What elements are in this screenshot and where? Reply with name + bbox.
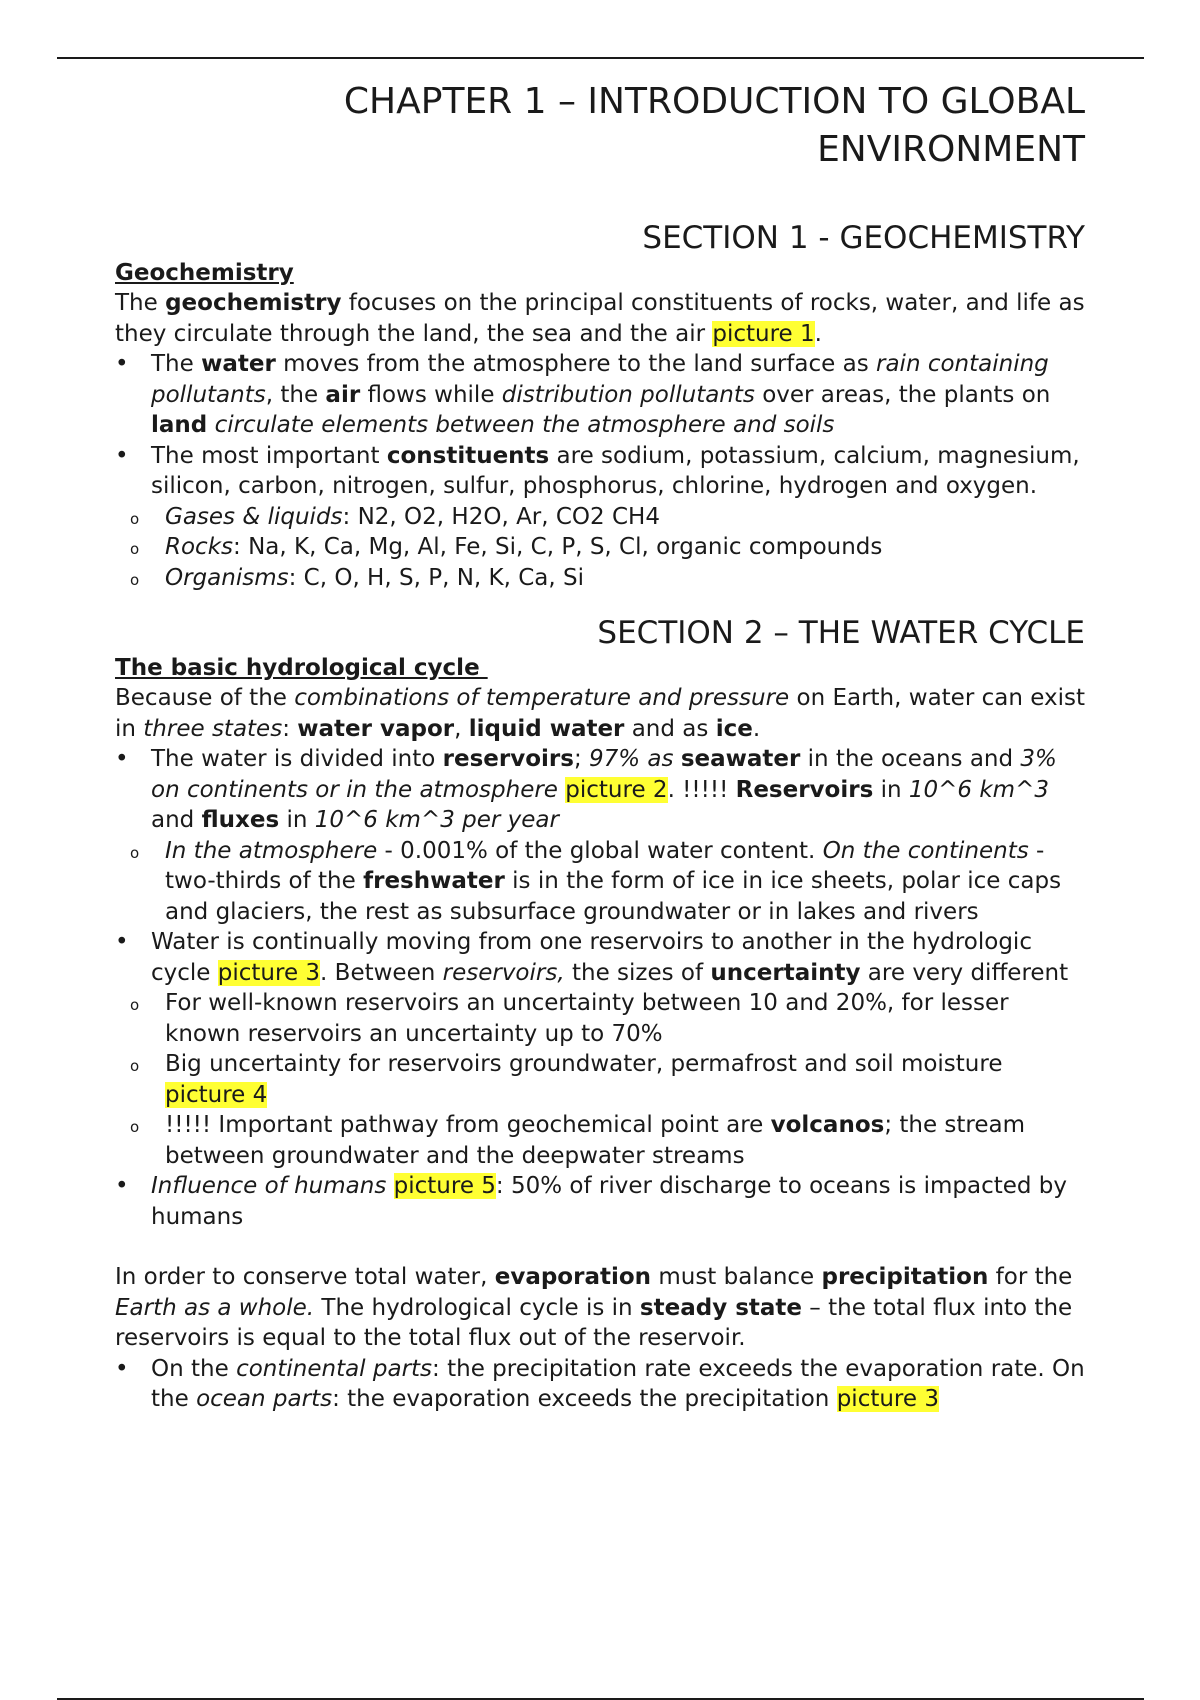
bullet-constituents: • The most important constituents are sodium, potassium, calcium, magnesium, silicon, carbon, nitrogen, sulfur, phosphorus, chlorine, hydrogen and oxygen.: [115, 441, 1085, 502]
section-1-title: SECTION 1 - GEOCHEMISTRY: [642, 220, 1085, 256]
paragraph-gap: [115, 1232, 1085, 1262]
bullet-continental-ocean-parts: • On the continental parts: the precipitation rate exceeds the evaporation rate. On the ocean parts: the evaporation exceeds the precipitation picture 3: [115, 1354, 1085, 1415]
geochemistry-subheading: Geochemistry: [115, 260, 294, 286]
bullet-influence-of-humans: • Influence of humans picture 5: 50% of river discharge to oceans is impacted by humans: [115, 1171, 1085, 1232]
sub-bullet-rocks: o Rocks: Na, K, Ca, Mg, Al, Fe, Si, C, P, S, Cl, organic compounds: [115, 532, 1085, 563]
hydrological-cycle-subheading: The basic hydrological cycle: [115, 655, 488, 681]
steady-state-paragraph: In order to conserve total water, evaporation must balance precipitation for the Earth as a whole. The hydrological cycle is in steady state – the total flux into the reservoirs is equal to the total flux out of the reservoir.: [115, 1264, 1073, 1351]
water-states-intro: Because of the combinations of temperature and pressure on Earth, water can exist in three states: water vapor, liquid water and as ice.: [115, 685, 1085, 742]
sub-bullet-volcanos: o !!!!! Important pathway from geochemical point are volcanos; the stream between groundwater and the deepwater streams: [115, 1110, 1085, 1171]
top-rule: [57, 57, 1144, 59]
picture-5-reference: picture 5: [393, 1173, 496, 1199]
chapter-title: CHAPTER 1 – INTRODUCTION TO GLOBAL ENVIRONMENT: [343, 81, 1085, 170]
bullet-continual-movement: • Water is continually moving from one reservoirs to another in the hydrologic cycle picture 3. Between reservoirs, the sizes of uncertainty are very different: [115, 927, 1085, 988]
picture-1-reference: picture 1: [712, 320, 815, 347]
sub-bullet-organisms: o Organisms: C, O, H, S, P, N, K, Ca, Si: [115, 563, 1085, 594]
geochemistry-intro: The geochemistry focuses on the principal constituents of rocks, water, and life as they circulate through the land, the sea and the air picture 1.: [115, 290, 1085, 347]
picture-3-reference: picture 3: [217, 959, 321, 986]
picture-4-reference: picture 4: [165, 1081, 268, 1108]
water-cycle-bullets: [115, 744, 1085, 1232]
sub-bullet-gases: o Gases & liquids: N2, O2, H2O, Ar, CO2 CH4: [115, 502, 1085, 533]
bullet-reservoirs: • The water is divided into reservoirs; 97% as seawater in the oceans and 3% on continents or in the atmosphere picture 2. !!!!! Reservoirs in 10^6 km^3 and fluxes in 10^6 km^3 per year: [115, 744, 1085, 836]
sub-bullet-atmosphere-continents: o In the atmosphere - 0.001% of the global water content. On the continents - two-thirds of the freshwater is in the form of ice in ice sheets, polar ice caps and glaciers, the rest as subsurface groundwater or in lakes and rivers: [115, 836, 1085, 928]
document-body: [115, 78, 1085, 1415]
sub-bullet-well-known-reservoirs: o For well-known reservoirs an uncertainty between 10 and 20%, for lesser known reservoirs an uncertainty up to 70%: [115, 988, 1085, 1049]
geochemistry-bullets: [115, 349, 1085, 593]
picture-2-reference: picture 2: [565, 776, 668, 803]
picture-3-reference-2: picture 3: [836, 1386, 939, 1412]
evaporation-bullets: [115, 1354, 1085, 1415]
sub-bullet-big-uncertainty: o Big uncertainty for reservoirs groundwater, permafrost and soil moisture picture 4: [115, 1049, 1085, 1110]
bullet-water-air-land: • The water moves from the atmosphere to the land surface as rain containing pollutants, the air flows while distribution pollutants over areas, the plants on land circulate elements between the atmosphere and soils: [115, 349, 1085, 441]
section-2-title: SECTION 2 – THE WATER CYCLE: [597, 615, 1085, 651]
